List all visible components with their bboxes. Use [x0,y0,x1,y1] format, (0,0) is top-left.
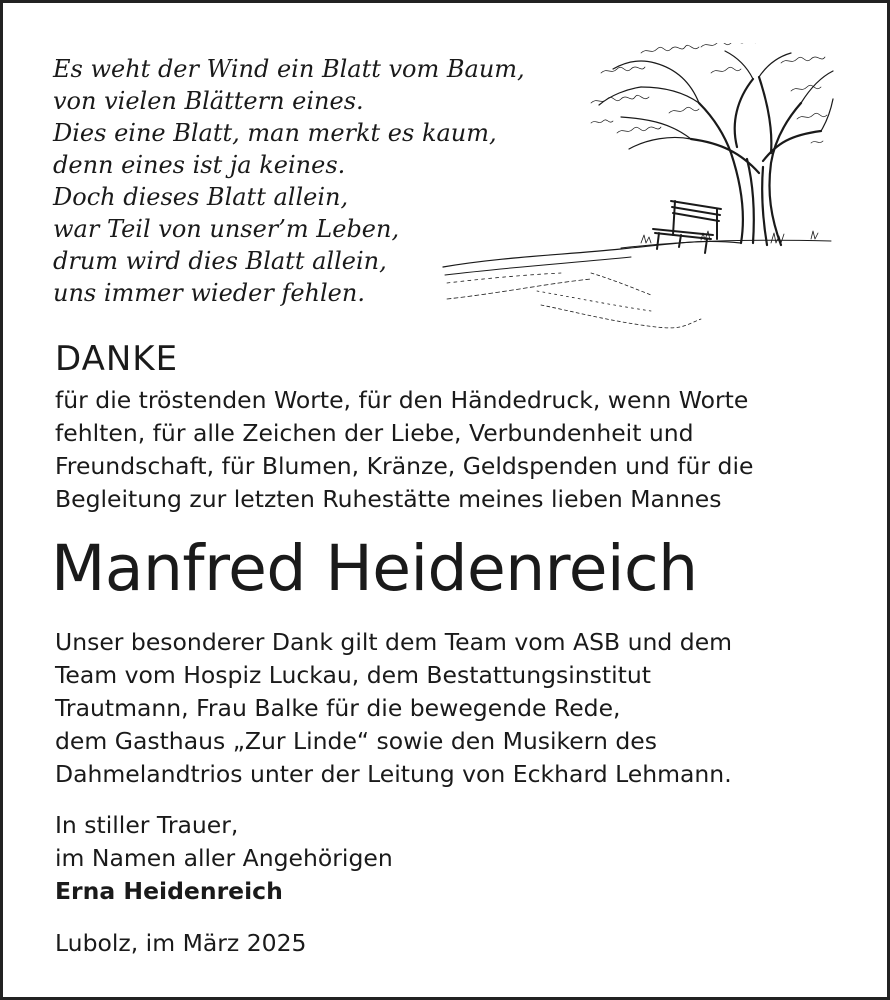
poem-line: war Teil von unser’m Leben, [53,215,400,243]
poem-line: drum wird dies Blatt allein, [53,247,387,275]
special-thanks-line: dem Gasthaus „Zur Linde“ sowie den Musikern des [55,727,657,755]
poem-line: Dies eine Blatt, man merkt es kaum, [53,119,497,147]
thanks-line: Begleitung zur letzten Ruhestätte meines lieben Mannes [55,485,722,513]
special-thanks-line: Trautmann, Frau Balke für die bewegende Rede, [55,694,621,722]
poem-line: von vielen Blättern eines. [53,87,364,115]
poem-line: Doch dieses Blatt allein, [53,183,349,211]
special-thanks-line: Team vom Hospiz Luckau, dem Bestattungsinstitut [55,661,651,689]
thanks-line: Freundschaft, für Blumen, Kränze, Geldspenden und für die [55,452,754,480]
tree-with-bench-illustration [441,43,835,333]
thanks-line: für die tröstenden Worte, für den Händedruck, wenn Worte [55,386,749,414]
thanks-text [55,384,753,516]
poem-line: Es weht der Wind ein Blatt vom Baum, [53,55,525,83]
poem-line: denn eines ist ja keines. [53,151,346,179]
thanks-line: fehlten, für alle Zeichen der Liebe, Verbundenheit und [55,419,694,447]
closing-line: im Namen aller Angehörigen [55,844,393,872]
thanks-title: DANKE [55,339,179,379]
closing-block [55,809,393,908]
closing-line: In stiller Trauer, [55,811,239,839]
special-thanks-line: Dahmelandtrios unter der Leitung von Eckhard Lehmann. [55,760,732,788]
deceased-name: Manfred Heidenreich [51,532,698,605]
signer-name: Erna Heidenreich [55,877,283,905]
special-thanks-text [55,626,732,791]
poem-line: uns immer wieder fehlen. [53,279,365,307]
place-date: Lubolz, im März 2025 [55,929,307,957]
special-thanks-line: Unser besonderer Dank gilt dem Team vom ASB und dem [55,628,733,656]
